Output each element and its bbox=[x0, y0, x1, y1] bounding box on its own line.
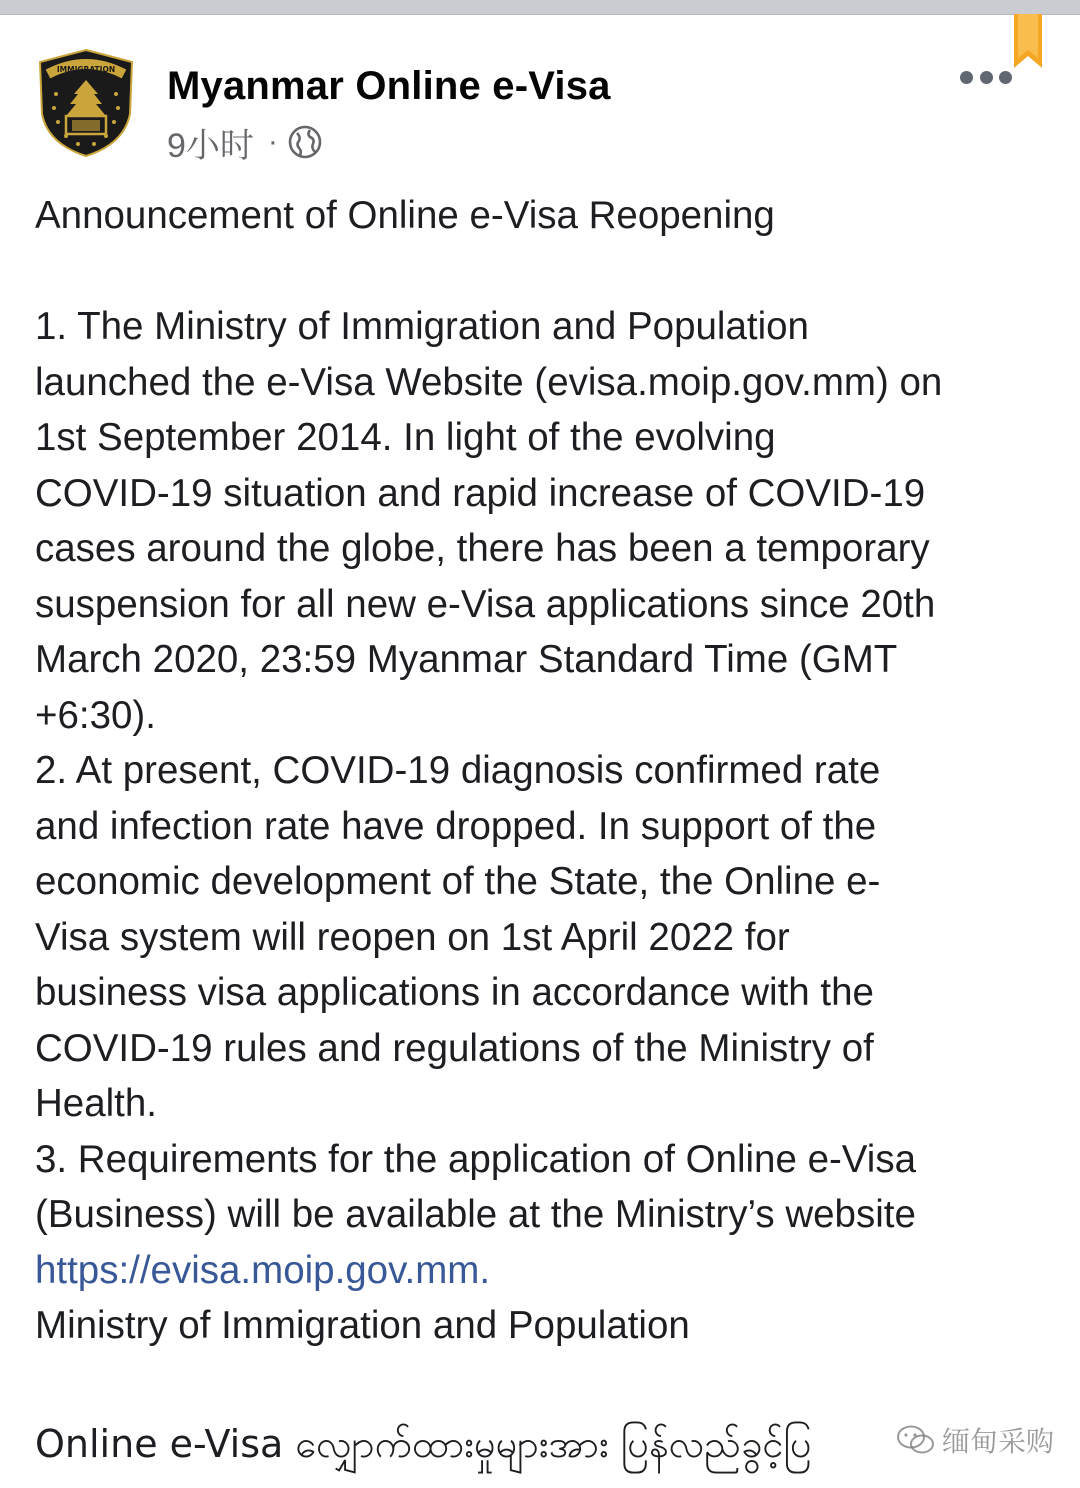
wechat-icon bbox=[896, 1424, 936, 1456]
post-line: 3. Requirements for the application of Online e-Visa bbox=[35, 1137, 917, 1181]
post-line: 2. At present, COVID-19 diagnosis confirmed rate bbox=[35, 749, 881, 792]
post-line: business visa applications in accordance with the bbox=[35, 971, 874, 1014]
top-strip bbox=[0, 0, 1080, 15]
post-line bbox=[35, 244, 1055, 300]
post-meta bbox=[167, 120, 322, 164]
page-name-link[interactable]: Myanmar Online e-Visa bbox=[167, 64, 611, 108]
post-line: +6:30). bbox=[35, 693, 156, 737]
post-line: economic development of the State, the Online e- bbox=[35, 860, 881, 903]
post-line: Health. bbox=[35, 1082, 157, 1125]
meta-separator: · bbox=[267, 125, 278, 158]
more-dot bbox=[980, 71, 993, 84]
post-line: (Business) will be available at the Ministry’s website bbox=[35, 1193, 916, 1236]
watermark bbox=[896, 1420, 1054, 1460]
watermark-text: 缅甸采购 bbox=[942, 1426, 1055, 1457]
post-line: 1st September 2014. In light of the evolving bbox=[35, 416, 776, 459]
post-line: and infection rate have dropped. In support of the bbox=[35, 804, 877, 848]
bookmark-icon[interactable] bbox=[1012, 14, 1044, 70]
post-timestamp[interactable]: 9小时 bbox=[167, 126, 254, 165]
more-options-button[interactable] bbox=[960, 64, 1012, 90]
evisa-website-link[interactable]: https://evisa.moip.gov.mm. bbox=[35, 1248, 491, 1292]
post-line: launched the e-Visa Website (evisa.moip.gov.mm) on bbox=[35, 360, 943, 404]
more-horizontal-icon bbox=[960, 71, 973, 84]
post-text bbox=[35, 188, 1055, 1354]
globe-icon[interactable] bbox=[288, 125, 322, 159]
page-avatar[interactable] bbox=[36, 48, 136, 158]
post-title: Announcement of Online e-Visa Reopening bbox=[35, 194, 775, 237]
burmese-line: Online e-Visa လျှောက်ထားမှုများအား ပြန်လည်ခွင့်ပြ bbox=[35, 1422, 812, 1466]
avatar-lettering: IMMIGRATION bbox=[56, 65, 116, 74]
post-line: March 2020, 23:59 Myanmar Standard Time (GMT bbox=[35, 638, 898, 681]
more-dot bbox=[999, 71, 1012, 84]
post-line: COVID-19 situation and rapid increase of COVID-19 bbox=[35, 471, 926, 515]
post-line: COVID-19 rules and regulations of the Ministry of bbox=[35, 1026, 874, 1070]
post-line: cases around the globe, there has been a temporary bbox=[35, 527, 930, 570]
post-line: 1. The Ministry of Immigration and Population bbox=[35, 305, 809, 348]
post-signature: Ministry of Immigration and Population bbox=[35, 1304, 690, 1347]
post-line: Visa system will reopen on 1st April 2022 for bbox=[35, 915, 790, 959]
post-line: suspension for all new e-Visa applications since 20th bbox=[35, 582, 936, 626]
